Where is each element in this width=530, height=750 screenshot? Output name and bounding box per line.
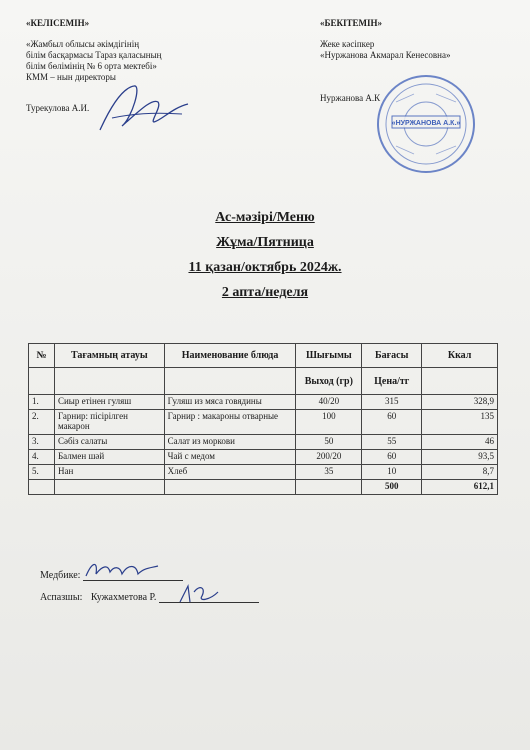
table-row [29,450,498,465]
subheader-yield: Выход (гр) [296,368,362,395]
subheader-price: Цена/тг [362,368,422,395]
table-header-row [29,344,498,368]
nurse-label: Медбике: [40,570,81,581]
cell-ru: Чай с медом [164,450,296,465]
cell-num: 3. [29,435,55,450]
table-row [29,410,498,435]
col-header-kcal: Ккал [422,344,498,368]
agreed-line: КММ – нын директоры [26,72,116,82]
col-header-price: Бағасы [362,344,422,368]
cook-label: Аспазшы: [40,592,83,603]
approved-heading: «БЕКІТЕМІН» [320,18,382,28]
cell-kcal: 8,7 [422,465,498,480]
cell-price: 55 [362,435,422,450]
menu-date: 11 қазан/октябрь 2024ж. [188,260,342,275]
stamp-center-text: «НУРЖАНОВА А.К.» [391,120,461,127]
cook-signature [176,580,222,606]
cell-kcal: 46 [422,435,498,450]
cell-yield: 100 [296,410,362,435]
menu-titles [0,210,530,310]
cell-price: 60 [362,450,422,465]
table-total-row [29,480,498,495]
cook-sign-line [40,590,259,603]
cell-num: 2. [29,410,55,435]
col-header-num: № [29,344,55,368]
round-stamp [374,72,478,176]
cell-ru: Гуляш из мяса говядины [164,395,296,410]
cook-name: Кужахметова Р. [90,592,157,603]
cell-yield: 35 [296,465,362,480]
cell-kz: Сиыр етінен гуляш [54,395,164,410]
menu-table [28,343,498,495]
director-signature [92,78,192,140]
cell-ru: Салат из моркови [164,435,296,450]
cell-kcal: 135 [422,410,498,435]
col-header-yield: Шығымы [296,344,362,368]
cell-ru: Хлеб [164,465,296,480]
table-subheader-row [29,368,498,395]
menu-day: Жұма/Пятница [216,235,314,250]
col-header-ru-name: Наименование блюда [164,344,296,368]
cell-price: 60 [362,410,422,435]
col-header-kz-name: Тағамның атауы [54,344,164,368]
cell-kz: Нан [54,465,164,480]
table-row [29,465,498,480]
cell-kcal: 328,9 [422,395,498,410]
cell-kz: Балмен шәй [54,450,164,465]
total-price: 500 [362,480,422,495]
menu-title: Ас-мәзірі/Меню [215,210,315,225]
agreed-line: білім басқармасы Тараз қаласының [26,50,162,60]
table-row [29,395,498,410]
approved-line: Жеке кәсіпкер [320,39,375,49]
agreed-signer: Турекулова А.И. [26,103,90,113]
cell-yield: 40/20 [296,395,362,410]
cell-kz: Гарнир: пісірілген макарон [54,410,164,435]
cell-price: 315 [362,395,422,410]
menu-week: 2 апта/неделя [221,285,309,300]
cell-kcal: 93,5 [422,450,498,465]
approved-signer: Нуржанова А.К [320,93,381,103]
approved-line: «Нуржанова Акмарал Кенесовна» [320,50,451,60]
cell-num: 4. [29,450,55,465]
cell-ru: Гарнир : макароны отварные [164,410,296,435]
nurse-signature [82,556,162,584]
cell-num: 1. [29,395,55,410]
agreed-line: білім бөлімінің № 6 орта мектебі» [26,61,157,71]
cell-price: 10 [362,465,422,480]
cell-yield: 200/20 [296,450,362,465]
cell-num: 5. [29,465,55,480]
total-kcal: 612,1 [422,480,498,495]
agreed-heading: «КЕЛІСЕМІН» [26,18,90,28]
cell-yield: 50 [296,435,362,450]
cell-kz: Сәбіз салаты [54,435,164,450]
table-row [29,435,498,450]
agreed-line: «Жамбыл облысы әкімдігінің [26,39,140,49]
